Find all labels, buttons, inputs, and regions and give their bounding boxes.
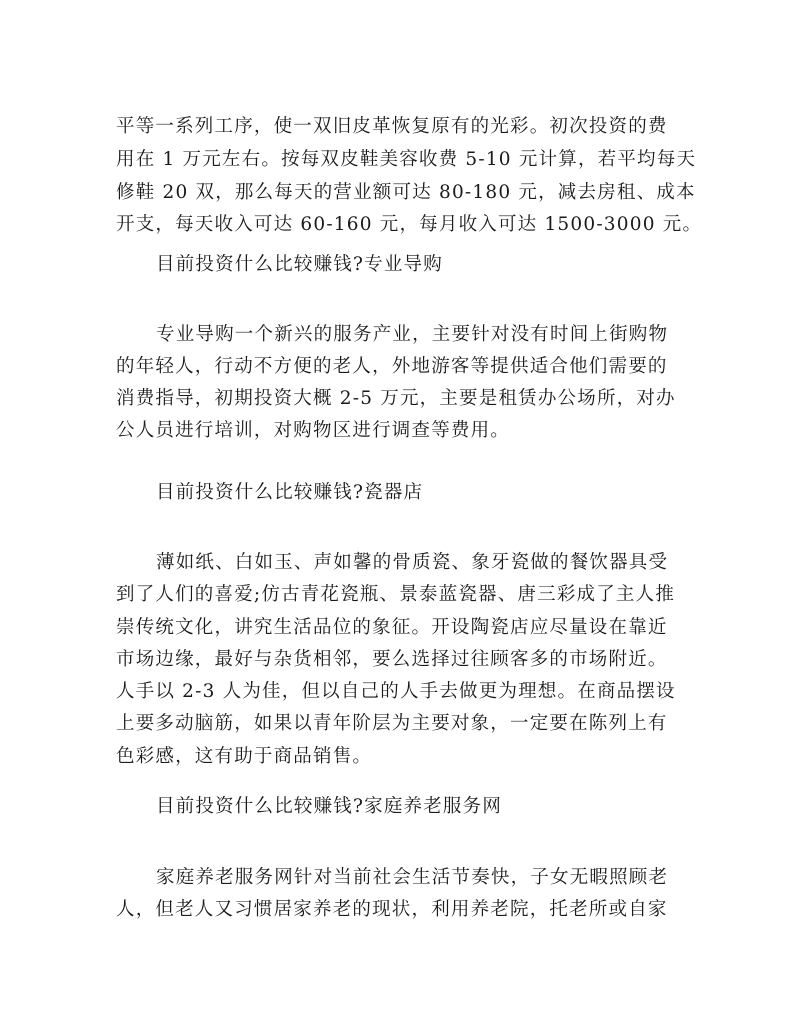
text-line: 到了人们的喜爱;仿古青花瓷瓶、景泰蓝瓷器、唐三彩成了主人推 [116,584,676,605]
text-line: 市场边缘，最好与杂货相邻，要么选择过往顾客多的市场附近。 [116,649,668,670]
text-line: 薄如纸、白如玉、声如馨的骨质瓷、象牙瓷做的餐饮器具受 [156,552,669,573]
text-line: 用在 1 万元左右。按每双皮鞋美容收费 5-10 元计算，若平均每天 [116,149,697,170]
section-heading-porcelain-shop: 目前投资什么比较赚钱?瓷器店 [156,482,424,503]
text-line: 人，但老人又习惯居家养老的现状，利用养老院，托老所或自家 [116,899,668,920]
text-line: 开支，每天收入可达 60-160 元，每月收入可达 1500-3000 元。 [116,214,703,235]
text-line: 家庭养老服务网针对当前社会生活节奏快，子女无暇照顾老 [156,867,669,888]
text-line: 的年轻人，行动不方便的老人，外地游客等提供适合他们需要的 [116,356,668,377]
text-line: 上要多动脑筋，如果以青年阶层为主要对象，一定要在陈列上有 [116,713,668,734]
text-line: 公人员进行培训，对购物区进行调查等费用。 [116,420,511,441]
text-line: 崇传统文化，讲究生活品位的象征。开设陶瓷店应尽量设在靠近 [116,617,668,638]
text-line: 消费指导，初期投资大概 2-5 万元，主要是租赁办公场所，对办 [116,388,676,409]
text-line: 专业导购一个新兴的服务产业，主要针对没有时间上街购物 [156,324,669,345]
text-line: 色彩感，这有助于商品销售。 [116,746,373,767]
text-line: 人手以 2-3 人为佳，但以自己的人手去做更为理想。在商品摆设 [116,681,676,702]
text-line: 平等一系列工序，使一双旧皮革恢复原有的光彩。初次投资的费 [116,116,668,137]
section-heading-elderly-care-network: 目前投资什么比较赚钱?家庭养老服务网 [156,796,503,817]
text-line: 修鞋 20 双，那么每天的营业额可达 80-180 元，减去房租、成本 [116,182,696,203]
section-heading-shopping-guide: 目前投资什么比较赚钱?专业导购 [156,254,443,275]
